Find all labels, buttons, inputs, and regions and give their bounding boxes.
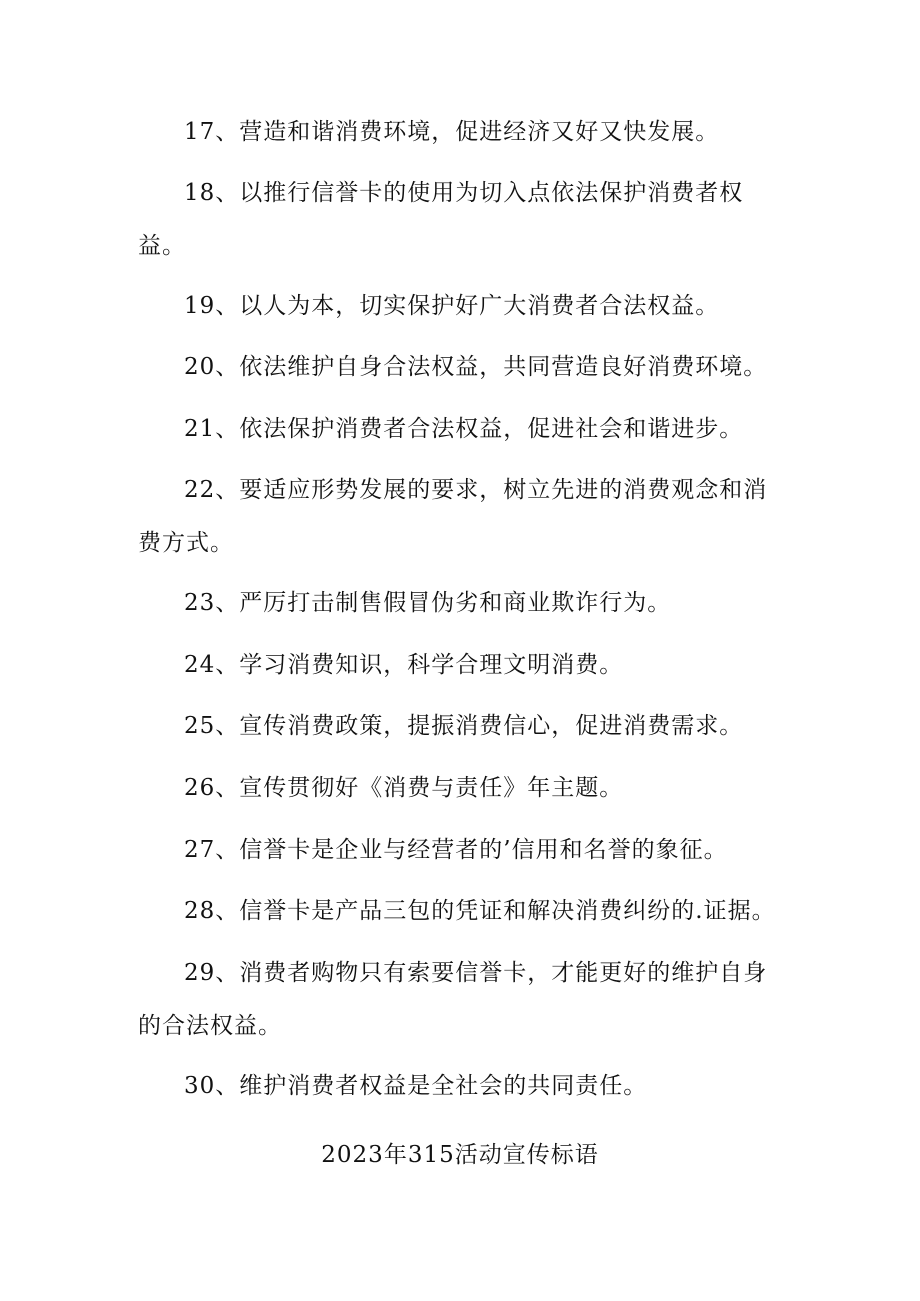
slogan-item-22: 22、要适应形势发展的要求，树立先进的消费观念和消费方式。 <box>138 477 768 556</box>
slogan-item-18: 18、以推行信誉卡的使用为切入点依法保护消费者权益。 <box>138 180 744 259</box>
slogan-item-30: 30、维护消费者权益是全社会的共同责任。 <box>184 1073 648 1099</box>
slogan-item-19: 19、以人为本，切实保护好广大消费者合法权益。 <box>184 293 720 319</box>
slogan-item-25: 25、宣传消费政策，提振消费信心，促进消费需求。 <box>184 713 744 739</box>
slogan-item-28: 28、信誉卡是产品三包的凭证和解决消费纠纷的.证据。 <box>184 898 776 924</box>
slogan-item-26: 26、宣传贯彻好《消费与责任》年主题。 <box>184 775 624 801</box>
slogan-item-23: 23、严厉打击制售假冒伪劣和商业欺诈行为。 <box>184 590 672 616</box>
slogan-item-20: 20、依法维护自身合法权益，共同营造良好消费环境。 <box>184 354 768 380</box>
slogan-item-27: 27、信誉卡是企业与经营者的’信用和名誉的象征。 <box>184 837 728 863</box>
slogan-item-29: 29、消费者购物只有索要信誉卡，才能更好的维护自身的合法权益。 <box>138 960 768 1039</box>
slogan-item-24: 24、学习消费知识，科学合理文明消费。 <box>184 652 624 678</box>
slogan-item-21: 21、依法保护消费者合法权益，促进社会和谐进步。 <box>184 416 744 442</box>
section-heading: 2023年315活动宣传标语 <box>321 1142 599 1168</box>
slogan-item-17: 17、营造和谐消费环境，促进经济又好又快发展。 <box>184 119 720 145</box>
